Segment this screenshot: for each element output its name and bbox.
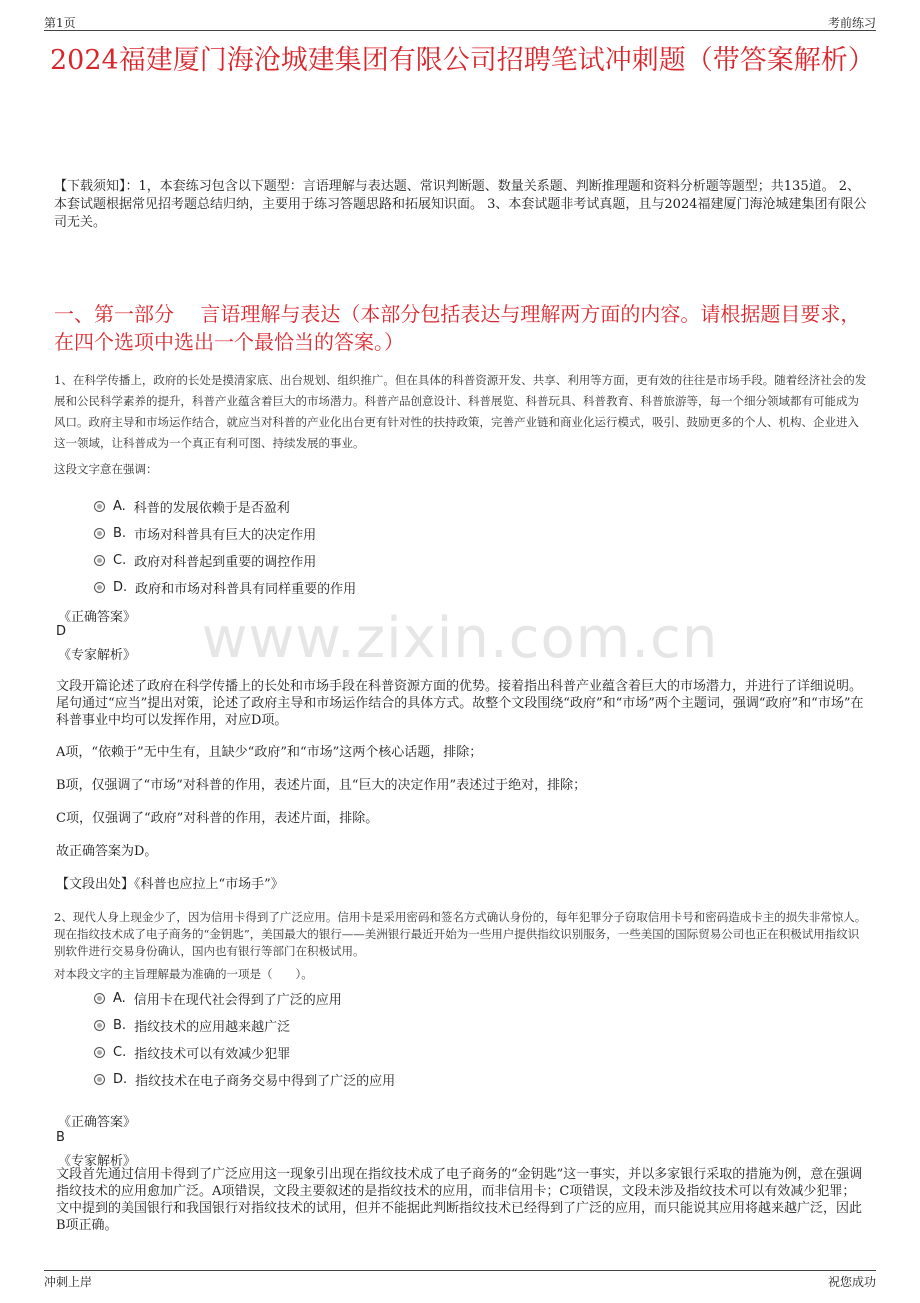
q1-analysis-para-5: 故正确答案为D。 bbox=[56, 844, 158, 859]
radio-icon[interactable] bbox=[94, 582, 105, 593]
section-title: 一、第一部分 言语理解与表达（本部分包括表达与理解两方面的内容。请根据题目要求，在四个选项中选出一个最恰当的答案。） bbox=[54, 302, 861, 354]
document-title: 2024福建厦门海沧城建集团有限公司招聘笔试冲刺题（带答案解析） bbox=[50, 45, 875, 76]
page-header bbox=[44, 0, 876, 31]
radio-icon[interactable] bbox=[94, 993, 105, 1004]
q1-analysis-label: 《专家解析》 bbox=[58, 648, 137, 663]
q1-text: 1、在科学传播上，政府的长处是摸清家底、出台规划、组织推广。但在具体的科普资源开发、共享、利用等方面，更有效的往往是市场手段。随着经济社会的发展和公民科学素养的提升，科普产业蕴含着巨大的市场潜力。科普产品创意设计、科普展览、科普玩具、科普教育、科普旅游等，每一个细分领域都有可能成为风口。政府主导和市场运作结合，就应当对科普的产业化出台更有针对性的扶持政策，完善产业链和商业化运行模式，吸引、鼓励更多的个人、机构、企业进入这一领域，让科普成为一个真正有利可图、持续发展的事业。 bbox=[54, 373, 867, 450]
radio-icon[interactable] bbox=[94, 501, 105, 512]
q1-analysis-para-1: 文段开篇论述了政府在科学传播上的长处和市场手段在科普资源方面的优势。接着指出科普产业蕴含着巨大的市场潜力，并进行了详细说明。尾句通过“应当”提出对策，论述了政府主导和市场运作结合的具体方式。故整个文段围绕“政府”和“市场”两个主题词，强调“政府”和“市场”在科普事业中均可以发挥作用，对应D项。 bbox=[56, 679, 864, 728]
q2-answer: B bbox=[56, 1130, 65, 1145]
footer-left: 冲刺上岸 bbox=[44, 1275, 93, 1289]
q2-answer-label: 《正确答案》 bbox=[58, 1115, 137, 1130]
q1-analysis-para-4: C项，仅强调了“政府”对科普的作用，表述片面，排除。 bbox=[56, 811, 379, 826]
q2-prompt: 对本段文字的主旨理解最为准确的一项是（ ）。 bbox=[54, 967, 313, 981]
q2-option-c[interactable]: C. 指纹技术可以有效减少犯罪 bbox=[94, 1043, 290, 1062]
download-notice: 【下载须知】：1，本套练习包含以下题型：言语理解与表达题、常识判断题、数量关系题、判断推理题和资料分析题等题型；共135道。 2、本套试题根据常见招考题总结归纳，主要用于练习答题思路和拓展知识面。 3、本套试题非考试真题，且与2024福建厦门海沧城建集团有限公司无关。 bbox=[54, 179, 867, 230]
q1-prompt: 这段文字意在强调： bbox=[54, 462, 158, 476]
q1-source: 【文段出处】《科普也应拉上“市场手”》 bbox=[56, 877, 284, 892]
page-footer bbox=[44, 1270, 876, 1303]
q1-analysis-para-2: A项，“依赖于”无中生有，且缺少“政府”和“市场”这两个核心话题，排除； bbox=[56, 745, 483, 760]
radio-icon[interactable] bbox=[94, 1047, 105, 1058]
q1-option-c[interactable]: C. 政府对科普起到重要的调控作用 bbox=[94, 551, 316, 570]
radio-icon[interactable] bbox=[94, 555, 105, 566]
q2-option-b[interactable]: B. 指纹技术的应用越来越广泛 bbox=[94, 1016, 290, 1035]
q1-answer-label: 《正确答案》 bbox=[58, 610, 137, 625]
watermark: www.zixin.com.cn bbox=[201, 606, 719, 671]
q1-option-d[interactable]: D. 政府和市场对科普具有同样重要的作用 bbox=[94, 578, 356, 597]
q1-analysis-para-3: B项，仅强调了“市场”对科普的作用，表述片面，且“巨大的决定作用”表述过于绝对，排除； bbox=[56, 778, 587, 793]
q1-option-b[interactable]: B. 市场对科普具有巨大的决定作用 bbox=[94, 524, 316, 543]
q1-answer: D bbox=[56, 624, 67, 639]
header-tag: 考前练习 bbox=[827, 16, 876, 30]
radio-icon[interactable] bbox=[94, 528, 105, 539]
q2-option-d[interactable]: D. 指纹技术在电子商务交易中得到了广泛的应用 bbox=[94, 1070, 395, 1089]
q2-option-a[interactable]: A. 信用卡在现代社会得到了广泛的应用 bbox=[94, 989, 342, 1008]
radio-icon[interactable] bbox=[94, 1074, 105, 1085]
footer-right: 祝您成功 bbox=[827, 1275, 876, 1289]
q2-text: 2、现代人身上现金少了，因为信用卡得到了广泛应用。信用卡是采用密码和签名方式确认身份的，每年犯罪分子窃取信用卡号和密码造成卡主的损失非常惊人。现在指纹技术成了电子商务的“金钥匙”，美国最大的银行——美洲银行最近开始为一些用户提供指纹识别服务，一些美国的国际贸易公司也正在积极试用指纹识别软件进行交易身份确认，国内也有银行等部门在积极试用。 bbox=[54, 910, 867, 958]
q2-analysis-label: 《专家解析》 bbox=[58, 1154, 137, 1169]
q2-analysis: 文段首先通过信用卡得到了广泛应用这一现象引出现在指纹技术成了电子商务的“金钥匙”这一事实，并以多家银行采取的措施为例，意在强调指纹技术的应用愈加广泛。A项错误，文段主要叙述的是指纹技术的应用，而非信用卡；C项错误，文段未涉及指纹技术可以有效减少犯罪；文中提到的美国银行和我国银行对指纹技术的试用，但并不能据此判断指纹技术已经得到了广泛的应用，而只能说其应用将越来越广泛，因此B项正确。 bbox=[56, 1167, 863, 1233]
q1-option-a[interactable]: A. 科普的发展依赖于是否盈利 bbox=[94, 497, 290, 516]
page-number: 第1页 bbox=[44, 16, 76, 30]
radio-icon[interactable] bbox=[94, 1020, 105, 1031]
